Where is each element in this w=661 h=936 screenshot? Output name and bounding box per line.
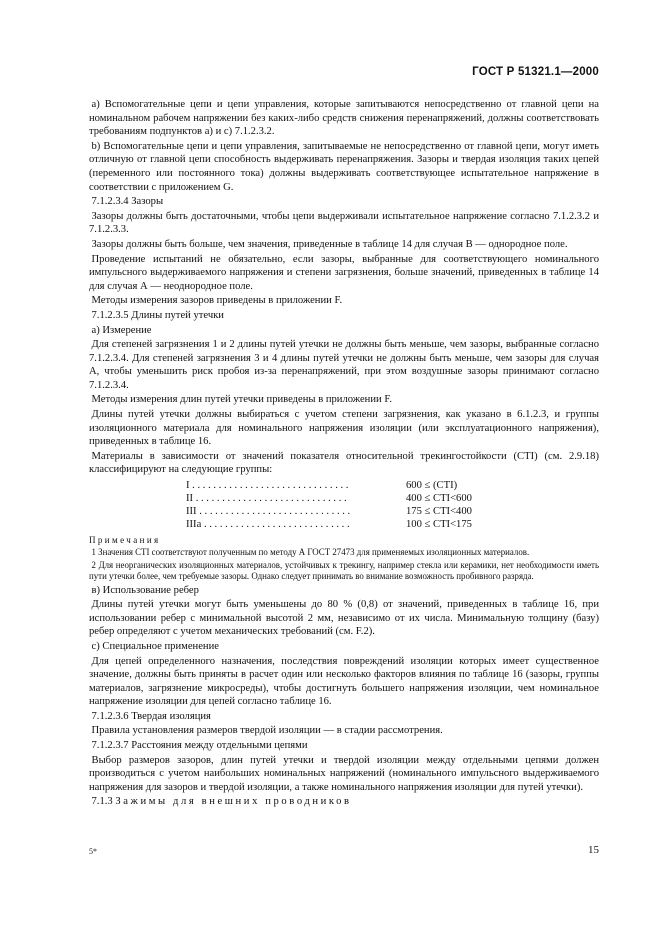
- note-item: 1 Значения СТI соответствуют полученным по методу А ГОСТ 27473 для применяемых изоляционных материалов.: [91, 547, 530, 558]
- list-label: с) Специальное применение: [91, 640, 219, 652]
- document-header: ГОСТ Р 51321.1—2000: [472, 66, 599, 78]
- section-heading: [89, 795, 599, 809]
- subsection-title: 7.1.2.3.5 Длины путей утечки: [91, 309, 224, 321]
- subsection-title: 7.1.2.3.7 Расстояния между отдельными цепями: [91, 740, 308, 752]
- page-content: [89, 98, 599, 810]
- group-range: 100 ≤ CTI<175: [406, 519, 472, 531]
- page-number: 15: [588, 844, 599, 856]
- material-groups-list: [186, 479, 599, 531]
- paragraph: а) Вспомогательные цепи и цепи управления, которые запитываются непосредственно от главной цепи на номинальном рабочем напряжении без каких-либо средств снижения перенапряжений, должны соответствовать требованиям подпунктов а) и с) 7.1.2.3.2.: [89, 99, 599, 138]
- material-group-row: [186, 505, 599, 518]
- note-item: 2 Для неорганических изоляционных материалов, устойчивых к трекингу, например стекла или керамики, нет необходимости иметь пути утечки более, чем требуемые зазоры. Однако следует принимать во внимание возможность пробивного разряда.: [89, 559, 599, 582]
- group-range: 400 ≤ CTI<600: [406, 493, 472, 505]
- paragraph: Для степеней загрязнения 1 и 2 длины путей утечки не должны быть меньше, чем зазоры, выбранные согласно 7.1.2.3.4. Для степеней загрязнения 3 и 4 длины путей утечки не должны быть меньше, чем зазоры для случая А, чтобы уменьшить риск пробоя из-за перенапряжений, при этом воздушные зазоры принимают согласно 7.1.2.3.4.: [89, 339, 599, 391]
- paragraph: Зазоры должны быть больше, чем значения, приведенные в таблице 14 для случая В — однородное поле.: [91, 238, 568, 250]
- material-group-row: [186, 518, 599, 531]
- paragraph: Методы измерения длин путей утечки приведены в приложении F.: [91, 394, 393, 406]
- section-title: Зажимы для внешних проводников: [115, 796, 352, 808]
- paragraph: Материалы в зависимости от значений показателя относительной трекингостойкости (СТI) (см. 2.9.18) классифицируют на следующие группы:: [89, 450, 599, 476]
- subsection-title: 7.1.2.3.6 Твердая изоляция: [91, 710, 211, 722]
- paragraph: Зазоры должны быть достаточными, чтобы цепи выдерживали испытательное напряжение согласно 7.1.2.3.2 и 7.1.2.3.3.: [89, 210, 599, 236]
- paragraph: Правила установления размеров твердой изоляции — в стадии рассмотрения.: [91, 725, 443, 737]
- group-name: I . . . . . . . . . . . . . . . . . . . . . . . . . . . . . .: [186, 480, 349, 492]
- paragraph: Проведение испытаний не обязательно, если зазоры, выбранные для соответствующего номинального импульсного выдерживаемого напряжения и степени загрязнения, больше значений, приведенных в таблице 14 для случая А — неоднородное поле.: [89, 253, 599, 292]
- group-name: III . . . . . . . . . . . . . . . . . . . . . . . . . . . . .: [186, 506, 351, 518]
- paragraph: Длины путей утечки могут быть уменьшены до 80 % (0,8) от значений, приведенных в таблице 16, при использовании ребер с минимальной высотой 2 мм, независимо от их числа. Минимальную толщину (базу) ребер определяют с учетом механических требований (см. F.2).: [89, 599, 599, 638]
- material-group-row: [186, 479, 599, 492]
- paragraph: b) Вспомогательные цепи и цепи управления, запитываемые не непосредственно от главной цепи, могут иметь отличную от главной цепи способность выдерживать перенапряжения. Зазоры и твердая изоляция таких цепей (переменного или постоянного тока) должны выдерживать соответствующее испытательное напряжение в соответствии с приложением G.: [89, 140, 599, 193]
- paragraph: Для цепей определенного назначения, последствия повреждений изоляции которых имеет существенное значение, должны быть приняты в расчет один или несколько факторов влияния по таблице 16 (зазоры, группы материалов, загрязнение микросреды), чтобы достигнуть большего напряжения изоляции, чем номинальное напряжение изоляции для цепей согласно таблице 16.: [89, 655, 599, 708]
- notes-heading: Примечания: [89, 535, 161, 546]
- list-label: в) Использование ребер: [91, 584, 199, 596]
- paragraph: Длины путей утечки должны выбираться с учетом степени загрязнения, как указано в 6.1.2.3, и группы изоляционного материала для номинального напряжения изоляции (или эксплуатационного напряжения), приведенных в таблице 16.: [89, 409, 599, 448]
- paragraph: Методы измерения зазоров приведены в приложении F.: [91, 295, 343, 307]
- footer-mark: 5*: [89, 847, 97, 856]
- subsection-title: 7.1.2.3.4 Зазоры: [91, 196, 164, 208]
- group-name: II . . . . . . . . . . . . . . . . . . . . . . . . . . . . .: [186, 493, 347, 505]
- group-name: IIIa . . . . . . . . . . . . . . . . . . . . . . . . . . . .: [186, 519, 350, 531]
- group-range: 175 ≤ CTI<400: [406, 506, 472, 518]
- section-number: 7.1.3: [91, 796, 113, 808]
- material-group-row: [186, 492, 599, 505]
- group-range: 600 ≤ (CTI): [406, 480, 458, 492]
- paragraph: Выбор размеров зазоров, длин путей утечки и твердой изоляции между отдельными цепями должен производиться с учетом наибольших номинальных напряжений (номинального импульсного выдерживаемого напряжения для зазоров и твердой изоляции, а также номинального напряжения изоляции для путей утечки).: [89, 754, 599, 793]
- list-label: а) Измерение: [91, 324, 152, 336]
